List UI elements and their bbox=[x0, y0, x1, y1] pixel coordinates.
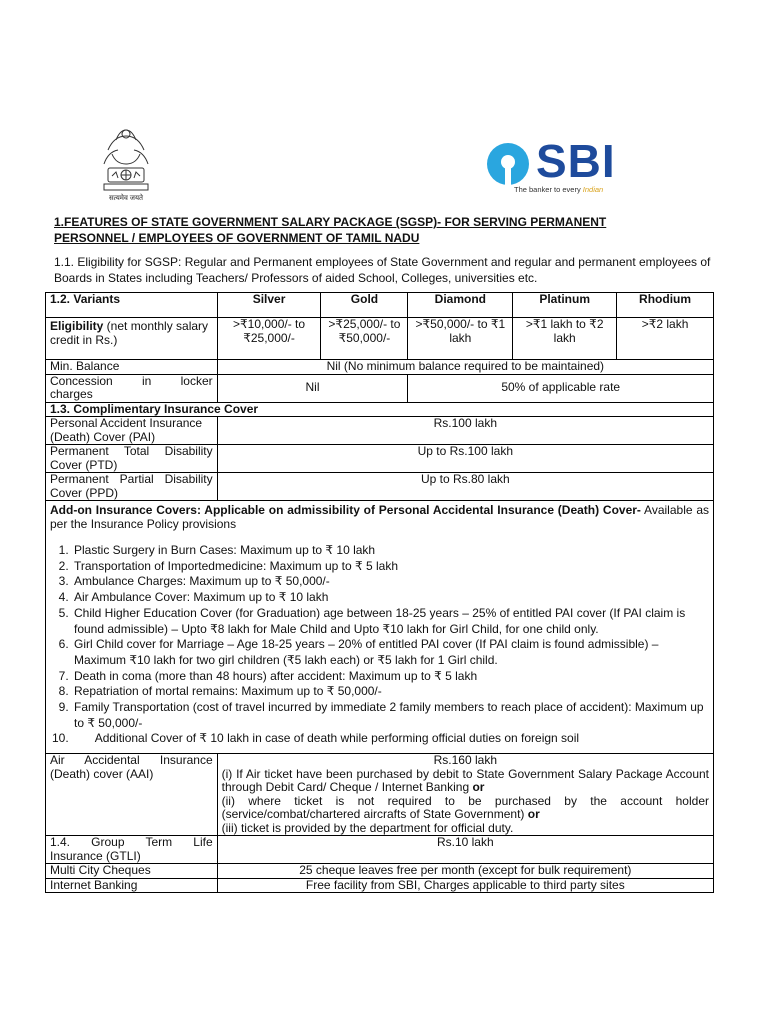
insurance-heading: 1.3. Complimentary Insurance Cover bbox=[46, 402, 714, 417]
variant-gold: Gold bbox=[321, 293, 408, 318]
sbi-wordmark: SBI bbox=[536, 135, 616, 187]
aai-label: Air Accidental Insurance (Death) cover (AAI) bbox=[46, 754, 218, 836]
aai-condition-ii: (ii) where ticket is not required to be purchased by the account holder (service/combat/chartered aircrafts of State Government) or bbox=[221, 793, 709, 822]
locker-nil: Nil bbox=[217, 374, 408, 402]
variant-silver: Silver bbox=[217, 293, 321, 318]
eligibility-label: Eligibility (net monthly salary credit in Rs.) bbox=[46, 318, 218, 360]
eligibility-text: 1.1. Eligibility for SGSP: Regular and Permanent employees of State Government and regular and permanent employees of Boards in States including Teachers/ Professors of aided School, Colleges, universities etc. bbox=[54, 255, 711, 285]
ptd-row bbox=[46, 445, 714, 473]
pai-row bbox=[46, 417, 714, 445]
locker-label: Concession in locker charges bbox=[46, 374, 218, 402]
locker-row bbox=[46, 374, 714, 402]
list-item: 4. Air Ambulance Cover: Maximum up to ₹ 10 lakh bbox=[72, 590, 709, 606]
multicity-row bbox=[46, 864, 714, 879]
addon-list bbox=[50, 543, 709, 747]
sbi-keyhole-icon bbox=[486, 142, 530, 186]
variant-rhodium: Rhodium bbox=[617, 293, 714, 318]
netbanking-value: Free facility from SBI, Charges applicable to third party sites bbox=[217, 878, 713, 893]
ppd-row bbox=[46, 473, 714, 501]
list-item: 9. Family Transportation (cost of travel incurred by immediate 2 family members to reach place of accident): Maximum up to ₹ 50,000/- bbox=[72, 700, 709, 731]
aai-condition-iii: (iii) ticket is provided by the department for official duty. bbox=[221, 820, 514, 835]
pai-value: Rs.100 lakh bbox=[217, 417, 713, 445]
netbanking-label: Internet Banking bbox=[46, 878, 218, 893]
eligibility-row bbox=[46, 318, 714, 360]
aai-value: Rs.160 lakh bbox=[433, 753, 497, 768]
page-title: 1.FEATURES OF STATE GOVERNMENT SALARY PACKAGE (SGSP)- FOR SERVING PERMANENT PERSONNEL / EMPLOYEES OF GOVERNMENT OF TAMIL NADU bbox=[54, 215, 607, 245]
list-item: 6. Girl Child cover for Marriage – Age 18-25 years – 20% of entitled PAI cover (If PAI claim is found admissible) – Maximum ₹10 lakh for two girl children (₹5 lakh each) or ₹5 lakh for 1 Girl child. bbox=[72, 637, 709, 668]
aai-condition-i: (i) If Air ticket have been purchased by debit to State Government Salary Package Account through Debit Card/ Cheque / Internet Banking or bbox=[221, 766, 709, 795]
sbi-logo bbox=[486, 135, 636, 198]
list-item: 2. Transportation of Importedmedicine: Maximum up to ₹ 5 lakh bbox=[72, 559, 709, 575]
ptd-value: Up to Rs.100 lakh bbox=[217, 445, 713, 473]
list-item: 7. Death in coma (more than 48 hours) after accident: Maximum up to ₹ 5 lakh bbox=[72, 669, 709, 685]
sbi-tagline: The banker to every Indian bbox=[514, 185, 604, 194]
pai-label: Personal Accident Insurance (Death) Cover (PAI) bbox=[46, 417, 218, 445]
list-item: 8. Repatriation of mortal remains: Maximum up to ₹ 50,000/- bbox=[72, 684, 709, 700]
variant-platinum: Platinum bbox=[513, 293, 617, 318]
aai-row bbox=[46, 754, 714, 836]
locker-rate: 50% of applicable rate bbox=[408, 374, 714, 402]
eligibility-platinum: >₹1 lakh to ₹2 lakh bbox=[513, 318, 617, 360]
addon-heading: Add-on Insurance Covers: Applicable on admissibility of Personal Accidental Insurance (Death) Cover- Available as per the Insurance Policy provisions bbox=[50, 503, 709, 531]
eligibility-diamond: >₹50,000/- to ₹1 lakh bbox=[408, 318, 513, 360]
list-item: 5. Child Higher Education Cover (for Graduation) age between 18-25 years – 25% of entitled PAI cover (If PAI claim is found admissible) – Upto ₹8 lakh for Male Child and Upto ₹10 lakh for Girl Child, for one child only. bbox=[72, 606, 709, 637]
list-item: 10. Additional Cover of ₹ 10 lakh in case of death while performing official duties on foreign soil bbox=[52, 731, 580, 746]
multicity-label: Multi City Cheques bbox=[46, 864, 218, 879]
eligibility-rhodium: >₹2 lakh bbox=[617, 318, 714, 360]
min-balance-row bbox=[46, 360, 714, 375]
netbanking-row bbox=[46, 878, 714, 893]
gtli-value: Rs.10 lakh bbox=[217, 836, 713, 864]
ppd-value: Up to Rs.80 lakh bbox=[217, 473, 713, 501]
list-item: 3. Ambulance Charges: Maximum up to ₹ 50,000/- bbox=[72, 574, 709, 590]
eligibility-gold: >₹25,000/- to ₹50,000/- bbox=[321, 318, 408, 360]
national-emblem-logo bbox=[94, 124, 158, 206]
gtli-label: 1.4. Group Term Life Insurance (GTLI) bbox=[46, 836, 218, 864]
variant-diamond: Diamond bbox=[408, 293, 513, 318]
min-balance-label: Min. Balance bbox=[46, 360, 218, 375]
features-table bbox=[45, 292, 714, 893]
variants-row bbox=[46, 293, 714, 318]
emblem-motto: सत्यमेव जयते bbox=[108, 195, 144, 202]
addon-row bbox=[46, 501, 714, 754]
ptd-label: Permanent Total Disability Cover (PTD) bbox=[46, 445, 218, 473]
ppd-label: Permanent Partial Disability Cover (PPD) bbox=[46, 473, 218, 501]
gtli-row bbox=[46, 836, 714, 864]
variants-label: 1.2. Variants bbox=[50, 292, 121, 306]
insurance-heading-row bbox=[46, 402, 714, 417]
aai-value-cell bbox=[217, 754, 713, 836]
eligibility-silver: >₹10,000/- to ₹25,000/- bbox=[217, 318, 321, 360]
multicity-value: 25 cheque leaves free per month (except for bulk requirement) bbox=[217, 864, 713, 879]
min-balance-value: Nil (No minimum balance required to be maintained) bbox=[217, 360, 713, 375]
list-item: 1. Plastic Surgery in Burn Cases: Maximum up to ₹ 10 lakh bbox=[72, 543, 709, 559]
